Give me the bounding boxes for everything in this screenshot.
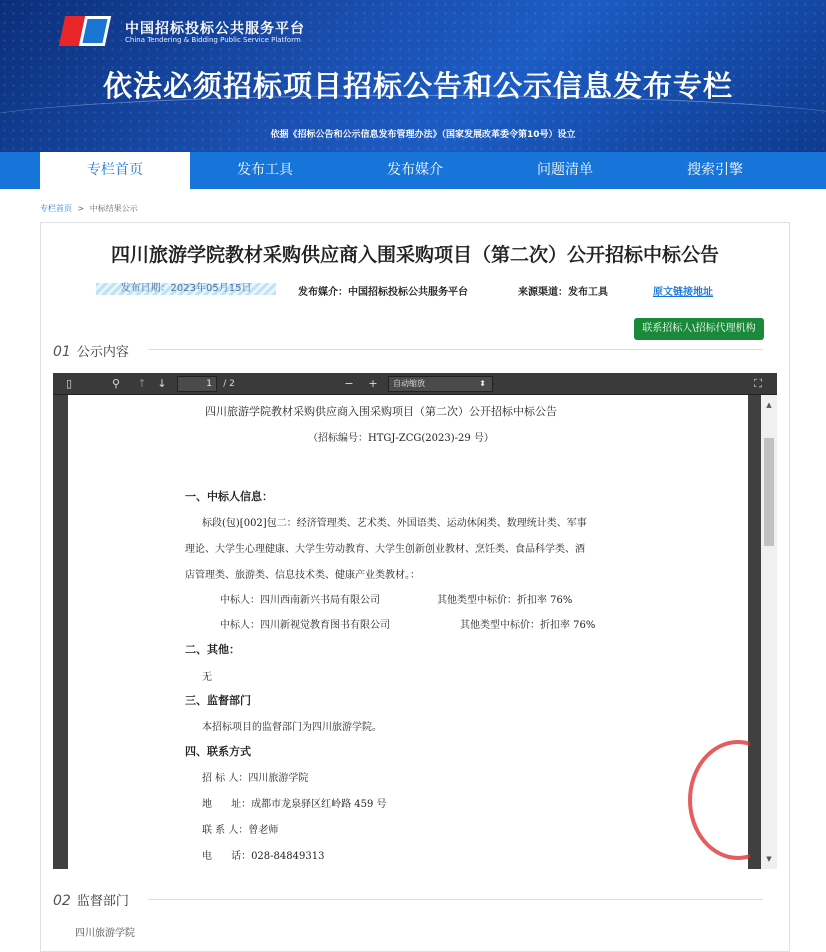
- pdf-winner-1-price: 其他类型中标价：折扣率 76%: [437, 595, 573, 606]
- section-notice-content: [53, 341, 129, 360]
- article-title: 四川旅游学院教材采购供应商入围采购项目（第二次）公开招标中标公告: [110, 244, 719, 266]
- breadcrumb-separator: >: [77, 204, 85, 213]
- pdf-paragraph: 标段(包)[002]包二：经济管理类、艺术类、外国语类、运动休闲类、数理统计类、军事: [202, 518, 587, 529]
- nav-publish-media[interactable]: 发布媒介: [387, 162, 443, 178]
- zoom-select-value: 自动缩放: [393, 379, 425, 388]
- pdf-page: [68, 395, 748, 869]
- sidebar-toggle-icon[interactable]: ▯: [65, 377, 73, 390]
- pdf-title: 四川旅游学院教材采购供应商入围采购项目（第二次）公开招标中标公告: [205, 405, 557, 418]
- chevron-down-icon: ⬍: [479, 379, 486, 388]
- original-link[interactable]: 原文链接地址: [653, 287, 713, 298]
- pdf-toolbar: [53, 373, 777, 395]
- org-name-en: China Tendering & Bidding Public Service Platform: [125, 36, 301, 44]
- pdf-contact-tenderer: 招 标 人：四川旅游学院: [202, 773, 309, 784]
- section-label: 公示内容: [76, 345, 129, 360]
- section-supervisor: [53, 890, 129, 909]
- pdf-heading-supervisor: 三、监督部门: [185, 694, 251, 707]
- pdf-tender-number: （招标编号：HTGJ-ZCG(2023)-29 号）: [308, 433, 494, 444]
- zoom-select[interactable]: [388, 376, 493, 392]
- scroll-up-icon[interactable]: ▲: [766, 401, 772, 409]
- nav-publish-tool[interactable]: 发布工具: [237, 162, 293, 178]
- fullscreen-icon[interactable]: ⛶: [754, 377, 762, 390]
- breadcrumb-current: 中标结果公示: [89, 204, 138, 213]
- banner-title: 依法必须招标项目招标公告和公示信息发布专栏: [102, 69, 733, 103]
- section-number: 02: [53, 893, 71, 909]
- banner-subtitle: 依据《招标公告和公示信息发布管理办法》（国家发展改革委令第10号）设立: [270, 130, 576, 140]
- pdf-paragraph: 店管理类、旅游类、信息技术类、健康产业类教材。：: [185, 570, 420, 581]
- zoom-in-button[interactable]: +: [368, 377, 378, 390]
- section-label: 监督部门: [76, 894, 129, 909]
- pdf-paragraph: 理论、大学生心理健康、大学生劳动教育、大学生创新创业教材、烹饪类、食品科学类、酒: [185, 544, 585, 555]
- source-channel: 来源渠道：发布工具: [518, 287, 608, 298]
- pdf-contact-person: 联 系 人：曾老师: [202, 825, 279, 836]
- pdf-viewer: [53, 373, 777, 869]
- section-divider: [148, 899, 763, 900]
- publish-date: 发布日期：2023年05月15日: [96, 283, 276, 295]
- pdf-paragraph: 无: [202, 672, 212, 683]
- pdf-heading-contact: 四、联系方式: [185, 745, 251, 758]
- pdf-contact-address: 地 址：成都市龙泉驿区红岭路 459 号: [202, 799, 387, 810]
- zoom-out-button[interactable]: −: [344, 377, 354, 390]
- pdf-scrollbar-thumb[interactable]: [764, 438, 774, 546]
- supervisor-name: 四川旅游学院: [75, 928, 135, 939]
- nav-faq[interactable]: 问题清单: [537, 162, 593, 178]
- pdf-winner-2: 中标人：四川新视觉教育图书有限公司: [220, 620, 390, 631]
- pdf-winner-2-price: 其他类型中标价：折扣率 76%: [460, 620, 596, 631]
- page-total: / 2: [223, 379, 235, 389]
- section-number: 01: [53, 344, 71, 360]
- nav-search[interactable]: 搜索引擎: [687, 162, 743, 178]
- pdf-contact-phone: 电 话：028-84849313: [202, 851, 325, 862]
- page-number-input[interactable]: 1: [177, 376, 217, 392]
- header-banner: [0, 0, 826, 152]
- contact-tenderer-button[interactable]: 联系招标人\招标代理机构: [634, 318, 764, 340]
- pdf-paragraph: 本招标项目的监督部门为四川旅游学院。: [202, 722, 382, 733]
- previous-page-icon[interactable]: ↑: [137, 377, 147, 390]
- nav-home[interactable]: 专栏首页: [40, 152, 190, 189]
- search-icon[interactable]: ⚲: [111, 377, 121, 390]
- pdf-heading-winner: 一、中标人信息：: [185, 490, 273, 503]
- section-divider: [148, 349, 763, 350]
- next-page-icon[interactable]: ↓: [157, 377, 167, 390]
- publish-media: 发布媒介：中国招标投标公共服务平台: [298, 287, 468, 298]
- breadcrumb-home[interactable]: 专栏首页: [40, 204, 72, 213]
- org-name-cn: 中国招标投标公共服务平台: [125, 21, 305, 37]
- pdf-heading-other: 二、其他：: [185, 643, 240, 656]
- platform-logo-icon[interactable]: [62, 14, 112, 48]
- pdf-winner-1: 中标人：四川西南新兴书局有限公司: [220, 595, 380, 606]
- main-nav: [0, 152, 826, 189]
- scroll-down-icon[interactable]: ▼: [766, 855, 772, 863]
- breadcrumb: [40, 203, 138, 214]
